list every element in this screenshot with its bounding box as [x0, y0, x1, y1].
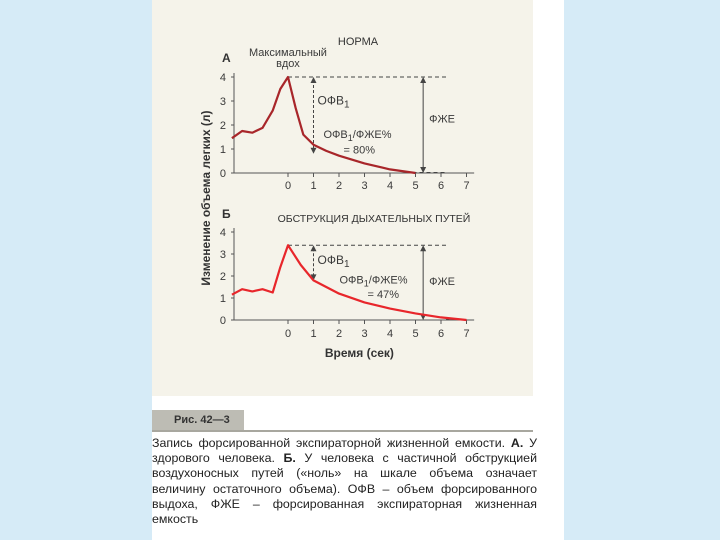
fev1-arrow-head-down	[311, 148, 317, 154]
panel-title: НОРМА	[337, 36, 379, 48]
caption-part-b-text: У человека с частичной обструкцией воздухоносных путей («ноль» на шкале объема означает величину остаточного объема). ОФВ – объем форсированного выдоха, ФЖЕ – форсированная экспираторная жизненная емкость	[152, 451, 537, 527]
y-tick-label: 0	[219, 168, 226, 180]
y-tick-label: 1	[219, 144, 226, 156]
fvc-label: ФЖЕ	[429, 275, 456, 288]
chart	[152, 0, 533, 396]
caption-divider	[152, 430, 533, 432]
x-tick-label: 3	[361, 180, 368, 192]
x-axis-label: Время (сек)	[324, 346, 394, 360]
page	[152, 0, 564, 540]
x-tick-label: 0	[284, 328, 292, 340]
x-tick-label: 4	[386, 328, 394, 340]
caption-intro: Запись форсированной экспираторной жизненной емкости.	[152, 436, 506, 450]
figure-tag: Рис. 42—3	[152, 410, 244, 430]
fev1-arrow-head-up	[311, 77, 317, 83]
caption-part-a-text: У здорового человека.	[152, 436, 537, 466]
x-tick-label: 7	[463, 180, 470, 192]
caption-part-a-letter: А.	[510, 436, 524, 450]
fvc-arrow-head-up	[420, 77, 426, 83]
ratio-label: $ОФВ_1/ФЖЕ\%$	[339, 274, 408, 289]
fvc-arrow-head-up	[420, 245, 426, 251]
ratio-value: = 47%	[367, 289, 399, 301]
y-tick-label: 3	[219, 249, 226, 261]
ratio-label: $ОФВ_1/ФЖЕ\%$	[323, 129, 392, 144]
x-tick-label: 3	[361, 328, 368, 340]
x-tick-label: 4	[386, 180, 394, 192]
fev1-label: $ОФВ_1$	[317, 93, 350, 111]
y-tick-label: 4	[219, 227, 226, 239]
caption-part-b-letter: Б.	[283, 451, 296, 466]
x-tick-label: 0	[284, 180, 292, 192]
y-tick-label: 2	[219, 271, 226, 283]
y-tick-label: 4	[219, 72, 226, 84]
x-tick-label: 6	[437, 328, 445, 340]
fev1-label: $ОФВ_1$	[317, 252, 350, 270]
x-tick-label: 6	[437, 180, 445, 192]
volume-curve	[232, 77, 416, 173]
x-tick-label: 1	[310, 180, 317, 192]
figure-caption	[152, 436, 537, 527]
x-tick-label: 2	[335, 328, 343, 340]
peak-label-line-1: Максимальный	[249, 47, 327, 59]
y-axis-label: Изменение объема легких (л)	[199, 110, 213, 286]
x-tick-label: 5	[412, 328, 419, 340]
fev1-arrow-head-up	[311, 245, 317, 251]
y-tick-label: 2	[219, 120, 226, 132]
x-tick-label: 7	[463, 328, 470, 340]
x-tick-label: 1	[310, 328, 317, 340]
y-tick-label: 1	[219, 293, 226, 305]
panel-letter: Б	[222, 207, 231, 221]
fvc-label: ФЖЕ	[429, 113, 456, 126]
x-tick-label: 5	[412, 180, 419, 192]
panel-letter: А	[222, 51, 231, 65]
figure	[152, 0, 533, 396]
peak-label-line-2: вдох	[276, 58, 300, 70]
y-tick-label: 0	[219, 315, 226, 327]
y-tick-label: 3	[219, 96, 226, 108]
x-tick-label: 2	[335, 180, 343, 192]
panel-title: ОБСТРУКЦИЯ ДЫХАТЕЛЬНЫХ ПУТЕЙ	[277, 213, 471, 225]
ratio-value: = 80%	[343, 144, 375, 157]
